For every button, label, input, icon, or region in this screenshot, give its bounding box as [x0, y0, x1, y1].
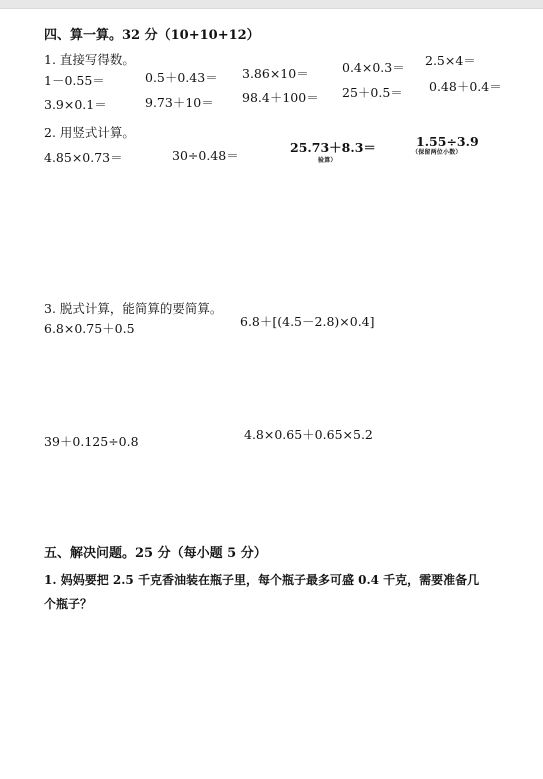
q1-item-2: 0.5＋0.43＝ — [145, 70, 218, 85]
q1-item-9: 25＋0.5＝ — [342, 85, 403, 100]
q1-item-4: 0.4×0.3＝ — [342, 60, 405, 75]
q2-item-2: 30÷0.48＝ — [172, 148, 239, 163]
q1-item-6: 3.9×0.1＝ — [44, 97, 107, 112]
q1-title: 1. 直接写得数。 — [44, 52, 135, 67]
q2-item-4: 1.55÷3.9 — [416, 134, 479, 149]
q2-item-3: 25.73＋8.3＝ — [290, 140, 376, 155]
q3-item-4: 4.8×0.65＋0.65×5.2 — [244, 427, 373, 442]
q1-item-10: 0.48＋0.4＝ — [429, 79, 502, 94]
q3-item-2: 6.8＋[(4.5－2.8)×0.4] — [240, 314, 375, 329]
q2-title: 2. 用竖式计算。 — [44, 125, 135, 140]
worksheet-page — [0, 9, 543, 779]
q1-item-7: 9.73＋10＝ — [145, 95, 214, 110]
q3-item-3: 39＋0.125÷0.8 — [44, 434, 139, 449]
section4-title: 四、算一算。32 分（10+10+12） — [44, 28, 260, 43]
q2-round-note: （保留两位小数） — [412, 149, 462, 156]
section5-q1-line1: 1. 妈妈要把 2.5 千克香油装在瓶子里，每个瓶子最多可盛 0.4 千克，需要准备几 — [44, 573, 480, 587]
q1-item-1: 1－0.55＝ — [44, 73, 105, 88]
section5-title: 五、解决问题。25 分（每小题 5 分） — [44, 546, 267, 561]
section5-q1-line2: 个瓶子？ — [44, 597, 93, 611]
q1-item-5: 2.5×4＝ — [425, 53, 476, 68]
q1-item-8: 98.4＋100＝ — [242, 90, 319, 105]
q2-verify-note: 验算） — [318, 157, 337, 164]
q3-item-1: 6.8×0.75＋0.5 — [44, 321, 135, 336]
top-bar — [0, 0, 543, 9]
q1-item-3: 3.86×10＝ — [242, 66, 309, 81]
q3-title: 3. 脱式计算，能简算的要简算。 — [44, 301, 223, 316]
q2-item-1: 4.85×0.73＝ — [44, 150, 123, 165]
